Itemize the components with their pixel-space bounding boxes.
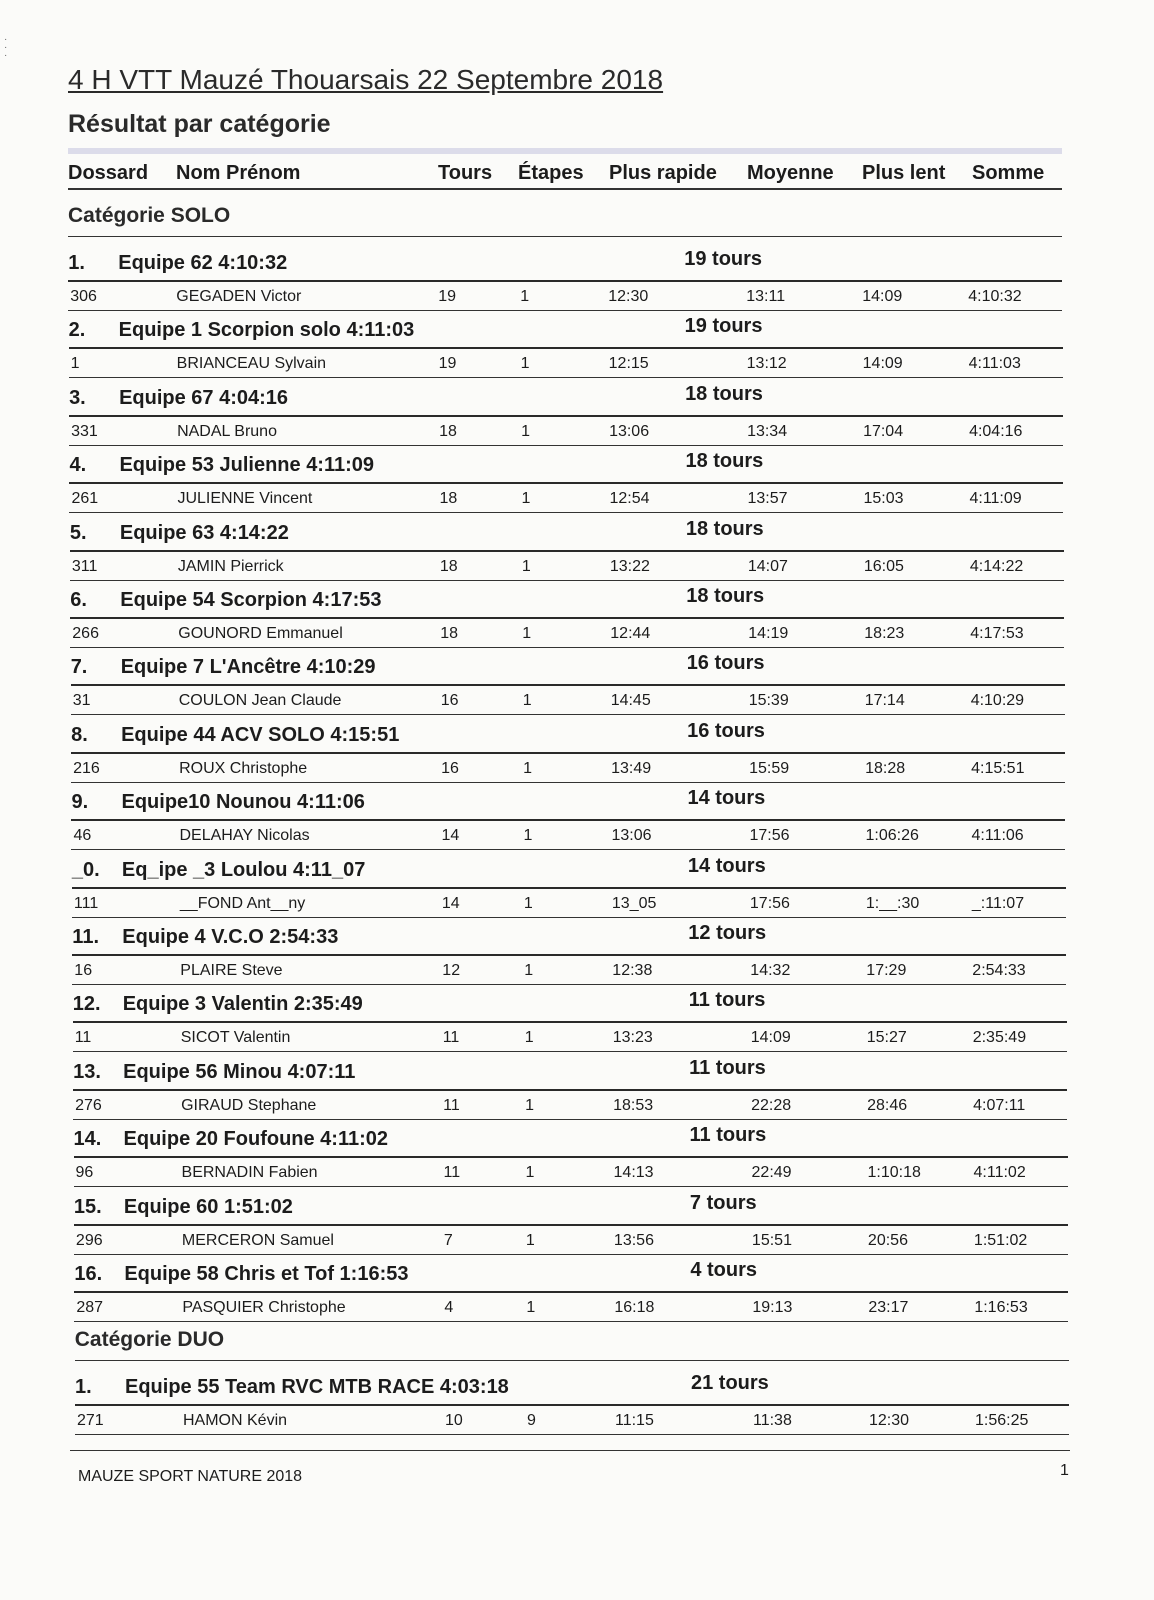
cell-total: 4:15:51	[971, 759, 1025, 777]
team-header-row	[71, 720, 1065, 754]
cell-etapes: 1	[526, 1299, 536, 1316]
cell-total: 4:11:02	[973, 1164, 1026, 1182]
team-name: Equipe 44 ACV SOLO 4:15:51	[121, 723, 400, 746]
cell-slowest: 17:14	[864, 692, 905, 710]
team-laps: 16 tours	[686, 652, 765, 675]
cell-average: 15:51	[751, 1231, 792, 1249]
team-rank: 4.	[69, 454, 87, 477]
cell-average: 14:19	[748, 625, 789, 642]
result-group	[74, 1259, 1068, 1323]
cell-tours: 12	[442, 962, 461, 979]
cell-dossard: 216	[73, 759, 100, 777]
cell-slowest: 23:17	[868, 1299, 909, 1316]
cell-name: PASQUIER Christophe	[182, 1299, 346, 1316]
cell-fastest: 12:30	[608, 288, 649, 305]
cell-dossard: 31	[72, 692, 91, 710]
team-rank: _0.	[71, 858, 100, 881]
cell-slowest: 14:09	[862, 288, 903, 305]
result-group	[75, 1372, 1069, 1436]
cell-slowest: 1:__:30	[865, 894, 920, 912]
scan-specks: · · ·	[4, 34, 8, 61]
cell-name: MERCERON Samuel	[181, 1231, 334, 1249]
rider-row	[71, 686, 1065, 715]
cell-tours: 14	[441, 827, 460, 845]
cell-total: 1:51:02	[973, 1231, 1028, 1249]
cell-tours: 18	[439, 490, 458, 508]
cell-slowest: 15:27	[866, 1029, 907, 1047]
cell-name: BRIANCEAU Sylvain	[176, 355, 327, 373]
cell-etapes: 1	[521, 422, 530, 440]
cell-tours: 4	[444, 1299, 454, 1316]
result-group	[70, 518, 1064, 582]
cell-average: 15:39	[748, 692, 789, 710]
team-laps: 11 tours	[689, 1056, 766, 1079]
team-header-row	[74, 1124, 1068, 1158]
team-name: Equipe 54 Scorpion 4:17:53	[120, 589, 382, 611]
result-group	[72, 922, 1066, 986]
cell-name: HAMON Kévin	[183, 1412, 288, 1430]
team-laps: 18 tours	[685, 450, 764, 473]
cell-dossard: 306	[70, 288, 97, 305]
team-laps: 7 tours	[689, 1191, 757, 1214]
cell-name: GIRAUD Stephane	[181, 1096, 317, 1114]
team-laps: 18 tours	[685, 517, 764, 540]
cell-slowest: 14:09	[862, 355, 903, 373]
cell-etapes: 9	[527, 1412, 536, 1430]
cell-dossard: 331	[71, 422, 98, 440]
cell-dossard: 276	[75, 1096, 102, 1114]
team-header-row	[71, 652, 1065, 686]
team-rank: 12.	[72, 993, 101, 1016]
cell-etapes: 1	[524, 1029, 534, 1047]
cell-etapes: 1	[523, 894, 533, 912]
cell-dossard: 1	[70, 355, 80, 373]
cell-name: JULIENNE Vincent	[177, 490, 313, 508]
team-header-row	[69, 315, 1063, 349]
team-rank: 6.	[70, 589, 87, 611]
cell-dossard: 296	[75, 1231, 103, 1249]
cell-tours: 10	[445, 1412, 463, 1430]
cell-name: ROUX Christophe	[179, 759, 308, 777]
result-group	[73, 1057, 1067, 1121]
column-header-row	[68, 160, 1062, 190]
team-header-row	[68, 248, 1062, 282]
rider-row	[71, 821, 1065, 850]
cell-total: 4:14:22	[969, 557, 1024, 575]
cell-fastest: 12:15	[608, 355, 649, 373]
category-label: Catégorie DUO	[75, 1328, 1069, 1361]
rider-row	[75, 1406, 1069, 1435]
team-rank: 2.	[68, 319, 86, 342]
cell-tours: 19	[438, 355, 457, 373]
team-rank: 3.	[69, 386, 86, 409]
cell-fastest: 14:13	[613, 1164, 654, 1182]
cell-fastest: 13_05	[611, 894, 657, 912]
cell-total: 4:17:53	[970, 625, 1024, 642]
cell-average: 22:28	[751, 1096, 792, 1114]
cell-total: 2:35:49	[972, 1029, 1027, 1047]
cell-etapes: 1	[523, 759, 532, 777]
cell-etapes: 1	[520, 288, 530, 305]
team-laps: 11 tours	[688, 989, 766, 1012]
cell-tours: 16	[441, 759, 459, 777]
team-name: Equipe10 Nounou 4:11:06	[121, 791, 365, 814]
team-header-row	[73, 1057, 1067, 1091]
cell-slowest: 1:06:26	[865, 827, 919, 845]
cell-dossard: 287	[76, 1299, 104, 1316]
cell-etapes: 1	[523, 827, 533, 845]
col-header-etapes: Étapes	[518, 162, 584, 184]
cell-average: 22:49	[751, 1164, 792, 1182]
team-name: Equipe 53 Julienne 4:11:09	[119, 454, 375, 477]
cell-name: DELAHAY Nicolas	[179, 827, 310, 845]
cell-etapes: 1	[521, 557, 531, 575]
result-group	[72, 855, 1066, 919]
cell-average: 13:34	[747, 422, 788, 440]
cell-average: 13:12	[746, 355, 787, 373]
rider-row	[74, 1226, 1068, 1255]
team-laps: 12 tours	[688, 922, 767, 944]
cell-name: COULON Jean Claude	[178, 692, 342, 710]
cell-slowest: 18:28	[865, 759, 906, 777]
cell-total: 4:07:11	[973, 1096, 1026, 1114]
col-header-dossard: Dossard	[68, 162, 149, 184]
col-header-slow: Plus lent	[862, 162, 946, 184]
cell-tours: 11	[443, 1164, 461, 1182]
team-rank: 14.	[73, 1128, 102, 1151]
cell-slowest: 17:04	[863, 422, 904, 440]
team-name: Equipe 20 Foufoune 4:11:02	[123, 1128, 389, 1151]
cell-total: 1:16:53	[974, 1299, 1028, 1316]
cell-name: JAMIN Pierrick	[177, 557, 284, 575]
cell-dossard: 46	[73, 827, 92, 845]
cell-total: 4:11:03	[968, 355, 1021, 373]
rider-row	[74, 1158, 1068, 1187]
cell-tours: 11	[442, 1029, 460, 1047]
team-rank: 13.	[73, 1060, 101, 1083]
rider-row	[70, 552, 1064, 581]
team-header-row	[69, 450, 1063, 484]
cell-average: 14:32	[750, 962, 791, 979]
header-band	[68, 148, 1062, 154]
col-header-sum: Somme	[972, 162, 1045, 184]
result-group	[71, 652, 1065, 716]
team-name: Equipe 60 1:51:02	[123, 1195, 293, 1218]
cell-dossard: 16	[74, 962, 93, 979]
team-header-row	[71, 787, 1065, 821]
cell-fastest: 14:45	[610, 692, 651, 710]
team-rank: 16.	[74, 1263, 103, 1285]
team-rank: 8.	[71, 723, 88, 746]
team-header-row	[69, 383, 1063, 417]
cell-average: 17:56	[749, 827, 790, 845]
footer-organizer: MAUZE SPORT NATURE 2018	[78, 1468, 303, 1485]
cell-fastest: 13:06	[611, 827, 652, 845]
page-subtitle: Résultat par catégorie	[68, 110, 331, 138]
col-header-tours: Tours	[438, 162, 493, 184]
rider-row	[69, 484, 1063, 513]
team-rank: 1.	[75, 1376, 92, 1399]
cell-etapes: 1	[525, 1164, 535, 1182]
team-name: Equipe 62 4:10:32	[118, 252, 288, 274]
cell-total: 1:56:25	[975, 1412, 1029, 1430]
cell-slowest: 16:05	[863, 557, 904, 575]
cell-total: 4:04:16	[969, 422, 1023, 440]
cell-average: 13:57	[747, 490, 788, 508]
team-laps: 16 tours	[687, 719, 765, 742]
cell-slowest: 12:30	[869, 1412, 910, 1430]
cell-tours: 7	[443, 1231, 453, 1249]
cell-fastest: 13:56	[613, 1231, 654, 1249]
team-name: Equipe 7 L'Ancêtre 4:10:29	[120, 656, 376, 679]
cell-slowest: 18:23	[864, 625, 905, 642]
cell-average: 17:56	[749, 894, 790, 912]
cell-tours: 19	[438, 288, 457, 305]
cell-etapes: 1	[522, 692, 532, 710]
cell-fastest: 13:06	[609, 422, 650, 440]
team-header-row	[73, 989, 1067, 1023]
result-group	[68, 248, 1062, 312]
team-laps: 19 tours	[684, 315, 763, 338]
cell-dossard: 111	[73, 894, 99, 912]
cell-dossard: 311	[71, 557, 98, 575]
team-name: Equipe 63 4:14:22	[119, 521, 289, 544]
result-group	[70, 585, 1064, 649]
cell-etapes: 1	[521, 490, 531, 508]
cell-fastest: 11:15	[615, 1412, 654, 1430]
team-header-row	[72, 855, 1066, 889]
col-header-name: Nom Prénom	[176, 162, 301, 184]
team-name: Equipe 3 Valentin 2:35:49	[122, 993, 363, 1016]
team-name: Equipe 1 Scorpion solo 4:11:03	[118, 319, 415, 342]
team-header-row	[74, 1259, 1068, 1293]
team-laps: 21 tours	[691, 1372, 769, 1395]
rider-row	[70, 619, 1064, 648]
team-rank: 1.	[68, 252, 85, 274]
cell-etapes: 1	[520, 355, 530, 373]
team-name: Equipe 67 4:04:16	[119, 386, 289, 409]
result-group	[74, 1124, 1068, 1188]
cell-average: 13:11	[746, 288, 786, 305]
team-header-row	[75, 1372, 1069, 1406]
team-laps: 11 tours	[689, 1124, 767, 1147]
cell-average: 11:38	[753, 1412, 792, 1430]
result-group	[74, 1192, 1068, 1256]
cell-fastest: 12:54	[609, 490, 650, 508]
rider-row	[73, 1023, 1067, 1052]
cell-name: NADAL Bruno	[177, 422, 277, 440]
cell-etapes: 1	[525, 1096, 535, 1114]
rider-row	[72, 889, 1066, 918]
team-laps: 4 tours	[690, 1259, 758, 1281]
cell-name: GEGADEN Victor	[176, 288, 302, 305]
footer-divider	[70, 1450, 1070, 1451]
result-group	[69, 450, 1063, 514]
team-name: Equipe 55 Team RVC MTB RACE 4:03:18	[125, 1376, 509, 1399]
result-group	[69, 383, 1063, 447]
cell-fastest: 18:53	[613, 1096, 654, 1114]
cell-dossard: 96	[75, 1164, 94, 1182]
team-laps: 19 tours	[684, 248, 763, 270]
rider-row	[74, 1293, 1068, 1322]
team-laps: 14 tours	[687, 854, 766, 877]
cell-fastest: 12:44	[610, 625, 651, 642]
team-name: Equipe 4 V.C.O 2:54:33	[122, 926, 339, 948]
cell-tours: 18	[440, 625, 459, 642]
cell-total: 4:10:29	[970, 692, 1025, 710]
cell-average: 14:07	[747, 557, 788, 575]
cell-dossard: 266	[72, 625, 99, 642]
team-header-row	[72, 922, 1066, 956]
cell-average: 14:09	[750, 1029, 791, 1047]
team-rank: 7.	[70, 656, 88, 679]
cell-fastest: 13:22	[609, 557, 650, 575]
cell-slowest: 20:56	[867, 1231, 908, 1249]
page-title: 4 H VTT Mauzé Thouarsais 22 Septembre 2018	[68, 64, 664, 95]
rider-row	[71, 754, 1065, 783]
result-group	[71, 720, 1065, 784]
cell-slowest: 1:10:18	[867, 1164, 921, 1182]
cell-name: SICOT Valentin	[180, 1029, 291, 1047]
cell-tours: 14	[441, 894, 460, 912]
category-label: Catégorie SOLO	[68, 204, 1062, 237]
cell-tours: 18	[439, 557, 458, 575]
result-group	[69, 315, 1063, 379]
team-rank: 11.	[72, 926, 99, 948]
team-header-row	[70, 518, 1064, 552]
cell-dossard: 11	[74, 1029, 92, 1047]
team-header-row	[70, 585, 1064, 619]
cell-total: 4:11:09	[969, 490, 1022, 508]
cell-etapes: 1	[522, 625, 532, 642]
cell-etapes: 1	[524, 962, 534, 979]
team-laps: 18 tours	[685, 382, 763, 405]
cell-slowest: 17:29	[866, 962, 907, 979]
cell-slowest: 15:03	[863, 490, 904, 508]
cell-tours: 11	[443, 1096, 460, 1114]
team-rank: 15.	[73, 1195, 102, 1218]
cell-total: 4:11:06	[971, 827, 1024, 845]
rider-row	[69, 349, 1063, 378]
cell-fastest: 13:23	[612, 1029, 653, 1047]
team-name: Eq_ipe _3 Loulou 4:11_07	[121, 858, 366, 881]
cell-name: PLAIRE Steve	[180, 962, 283, 979]
page-number: 1	[1060, 1462, 1069, 1479]
cell-total: 2:54:33	[972, 962, 1026, 979]
cell-slowest: 28:46	[867, 1096, 908, 1114]
cell-tours: 18	[439, 422, 457, 440]
cell-average: 19:13	[752, 1299, 793, 1316]
cell-name: GOUNORD Emmanuel	[178, 625, 343, 642]
rider-row	[68, 282, 1062, 311]
rider-row	[69, 417, 1063, 446]
cell-name: BERNADIN Fabien	[181, 1164, 318, 1182]
cell-dossard: 271	[77, 1412, 104, 1430]
cell-name: __FOND Ant__ny	[179, 894, 306, 912]
rider-row	[73, 1091, 1067, 1120]
cell-fastest: 16:18	[614, 1299, 655, 1316]
cell-etapes: 1	[525, 1231, 535, 1249]
col-header-avg: Moyenne	[747, 162, 834, 184]
result-group	[73, 989, 1067, 1053]
team-header-row	[74, 1192, 1068, 1226]
team-rank: 9.	[71, 791, 89, 814]
cell-total: 4:10:32	[968, 288, 1022, 305]
team-name: Equipe 58 Chris et Tof 1:16:53	[124, 1263, 409, 1285]
team-laps: 18 tours	[686, 585, 765, 607]
cell-fastest: 13:49	[611, 759, 652, 777]
rider-row	[72, 956, 1066, 985]
cell-tours: 16	[440, 692, 459, 710]
cell-total: _:11:07	[971, 894, 1025, 912]
result-group	[71, 787, 1065, 851]
team-laps: 14 tours	[687, 787, 766, 810]
team-rank: 5.	[69, 521, 87, 544]
col-header-fast: Plus rapide	[609, 162, 717, 184]
cell-fastest: 12:38	[612, 962, 653, 979]
team-name: Equipe 56 Minou 4:07:11	[123, 1060, 356, 1083]
cell-dossard: 261	[71, 490, 99, 508]
cell-average: 15:59	[749, 759, 790, 777]
